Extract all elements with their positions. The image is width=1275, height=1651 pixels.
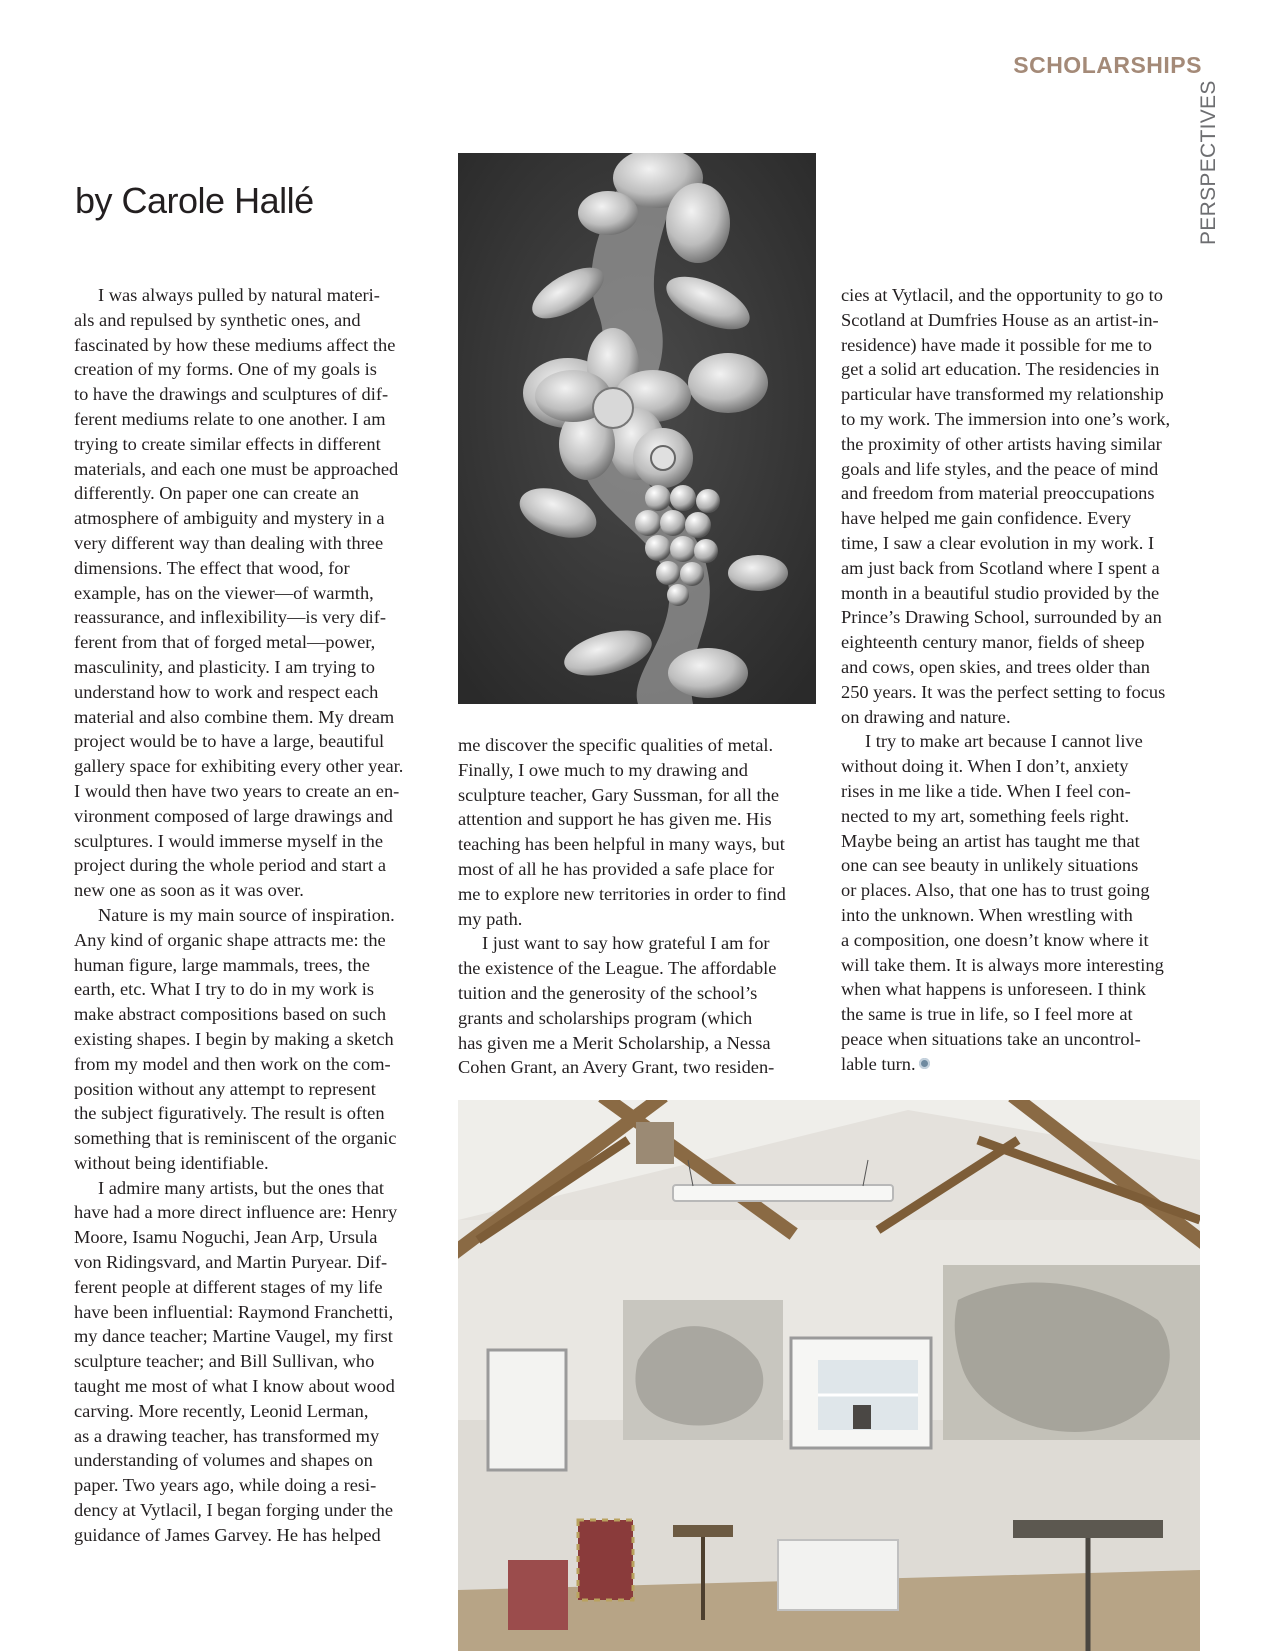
text-line: understand how to work and respect each [74, 681, 379, 702]
text-line: Cohen Grant, an Avery Grant, two residen- [458, 1057, 775, 1078]
text-line: trying to create similar effects in different [74, 433, 381, 454]
article-paragraph [74, 283, 434, 903]
text-line: into the unknown. When wrestling with [841, 904, 1133, 925]
text-line: eighteenth century manor, fields of sheep [841, 632, 1145, 653]
text-line: project would be to have a large, beautiful [74, 731, 385, 752]
text-line: cies at Vytlacil, and the opportunity to go to [841, 285, 1163, 305]
text-line: differently. On paper one can create an [74, 483, 359, 504]
text-line: earth, etc. What I try to do in my work is [74, 979, 374, 1000]
article-paragraph [458, 733, 818, 931]
text-line: carving. More recently, Leonid Lerman, [74, 1400, 369, 1421]
text-line: Finally, I owe much to my drawing and [458, 759, 748, 780]
text-line: ferent mediums relate to one another. I am [74, 408, 386, 429]
text-line: have had a more direct influence are: Henry [74, 1202, 398, 1223]
text-line: lable turn. [841, 1052, 1203, 1077]
article-paragraph [458, 931, 818, 1080]
studio-interior-photo [458, 1100, 1200, 1651]
text-line: dency at Vytlacil, I began forging under the [74, 1500, 394, 1521]
article-column-2 [458, 733, 818, 1080]
text-line: peace when situations take an uncontrol- [841, 1028, 1141, 1049]
text-line: make abstract compositions based on such [74, 1004, 387, 1025]
text-line: tuition and the generosity of the school’s [458, 982, 758, 1003]
text-line: rises in me like a tide. When I feel con- [841, 780, 1131, 801]
text-line: very different way than dealing with three [74, 532, 384, 553]
text-line: I just want to say how grateful I am for [482, 933, 770, 954]
text-line: the existence of the League. The affordable [458, 958, 777, 979]
text-line: my path. [458, 908, 523, 929]
text-line: sculptures. I would immerse myself in the [74, 830, 384, 851]
text-line: I would then have two years to create an en- [74, 780, 400, 801]
text-line: has given me a Merit Scholarship, a Nessa [458, 1032, 771, 1053]
text-line: without doing it. When I don’t, anxiety [841, 756, 1129, 777]
text-line: me discover the specific qualities of metal. [458, 735, 774, 755]
text-line: nected to my art, something feels right. [841, 805, 1130, 826]
text-line: Maybe being an artist has taught me that [841, 830, 1140, 851]
text-line: goals and life styles, and the peace of mind [841, 458, 1159, 479]
text-line: Prince’s Drawing School, surrounded by an [841, 607, 1162, 628]
article-paragraph [841, 283, 1203, 729]
author-byline: by Carole Hallé [75, 180, 314, 221]
text-line: von Ridingsvard, and Martin Puryear. Dif- [74, 1252, 388, 1273]
text-line: as a drawing teacher, has transformed my [74, 1425, 380, 1446]
text-line: get a solid art education. The residencies in [841, 359, 1160, 380]
text-line: existing shapes. I begin by making a sketch [74, 1028, 394, 1049]
text-line: Nature is my main source of inspiration. [98, 904, 395, 925]
text-line: position without any attempt to represent [74, 1078, 376, 1099]
text-line: the subject figuratively. The result is often [74, 1103, 385, 1124]
text-line: teaching has been helpful in many ways, but [458, 834, 785, 855]
text-line: creation of my forms. One of my goals is [74, 359, 377, 380]
text-line: something that is reminiscent of the organic [74, 1128, 397, 1149]
text-line: from my model and then work on the com- [74, 1053, 391, 1074]
text-line: example, has on the viewer—of warmth, [74, 582, 374, 603]
text-line: the same is true in life, so I feel more at [841, 1004, 1133, 1025]
article-paragraph [841, 729, 1203, 1076]
text-line: will take them. It is always more interesting [841, 954, 1164, 975]
text-line: vironment composed of large drawings and [74, 805, 393, 826]
text-line: taught me most of what I know about wood [74, 1376, 395, 1397]
text-line: and freedom from material preoccupations [841, 483, 1155, 504]
end-of-article-icon [919, 1058, 930, 1069]
text-line: I was always pulled by natural materi- [98, 285, 380, 305]
text-line: guidance of James Garvey. He has helped [74, 1524, 381, 1545]
text-line: 250 years. It was the perfect setting to focus [841, 681, 1166, 702]
text-line: the proximity of other artists having similar [841, 433, 1162, 454]
text-line: new one as soon as it was over. [74, 880, 304, 901]
text-line: Any kind of organic shape attracts me: the [74, 929, 386, 950]
text-line: particular have transformed my relationship [841, 384, 1164, 405]
text-line: most of all he has provided a safe place for [458, 858, 775, 879]
text-line: me to explore new territories in order to find [458, 883, 786, 904]
text-line: to have the drawings and sculptures of dif- [74, 384, 389, 405]
text-line: materials, and each one must be approached [74, 458, 399, 479]
text-line: and cows, open skies, and trees older than [841, 656, 1150, 677]
text-line: paper. Two years ago, while doing a resi- [74, 1475, 377, 1496]
text-line: masculinity, and plasticity. I am trying to [74, 656, 376, 677]
text-line: on drawing and nature. [841, 706, 1011, 727]
text-line: residence) have made it possible for me to [841, 334, 1152, 355]
text-line: reassurance, and inflexibility—is very dif- [74, 607, 387, 628]
text-line: attention and support he has given me. His [458, 809, 772, 830]
text-line: have helped me gain confidence. Every [841, 508, 1132, 529]
text-line: sculpture teacher; and Bill Sullivan, who [74, 1351, 375, 1372]
text-line: understanding of volumes and shapes on [74, 1450, 373, 1471]
text-line: I admire many artists, but the ones that [98, 1177, 385, 1198]
text-line: dimensions. The effect that wood, for [74, 557, 350, 578]
text-line: human figure, large mammals, trees, the [74, 954, 370, 975]
text-line: month in a beautiful studio provided by the [841, 582, 1160, 603]
wood-carving-photo [458, 153, 816, 704]
article-column-1 [74, 283, 434, 1548]
side-section-label: PERSPECTIVES [1197, 80, 1220, 245]
text-line: als and repulsed by synthetic ones, and [74, 309, 361, 330]
text-line: I try to make art because I cannot live [865, 731, 1143, 752]
article-column-3 [841, 283, 1203, 1077]
text-line: one can see beauty in unlikely situations [841, 855, 1139, 876]
text-line: my dance teacher; Martine Vaugel, my first [74, 1326, 393, 1347]
text-line: grants and scholarships program (which [458, 1007, 753, 1028]
text-line: ferent people at different stages of my life [74, 1276, 383, 1297]
text-line: sculpture teacher, Gary Sussman, for all the [458, 784, 779, 805]
text-line: have been influential: Raymond Franchetti, [74, 1301, 394, 1322]
text-line: atmosphere of ambiguity and mystery in a [74, 508, 385, 529]
text-line: fascinated by how these mediums affect the [74, 334, 396, 355]
text-line: am just back from Scotland where I spent a [841, 557, 1160, 578]
text-line: gallery space for exhibiting every other year. [74, 756, 404, 777]
text-line: Scotland at Dumfries House as an artist-in- [841, 309, 1159, 330]
text-line: when what happens is unforeseen. I think [841, 979, 1146, 1000]
text-line: without being identifiable. [74, 1152, 269, 1173]
article-paragraph [74, 1176, 434, 1548]
text-line: time, I saw a clear evolution in my work. I [841, 532, 1155, 553]
text-line: Moore, Isamu Noguchi, Jean Arp, Ursula [74, 1227, 378, 1248]
text-line: material and also combine them. My dream [74, 706, 395, 727]
text-line: or places. Also, that one has to trust going [841, 880, 1150, 901]
text-line: a composition, one doesn’t know where it [841, 929, 1149, 950]
text-line: to my work. The immersion into one’s work, [841, 408, 1171, 429]
section-label: SCHOLARSHIPS [1013, 52, 1202, 78]
article-paragraph [74, 903, 434, 1176]
text-line: project during the whole period and start a [74, 855, 387, 876]
text-line: ferent from that of forged metal—power, [74, 632, 376, 653]
